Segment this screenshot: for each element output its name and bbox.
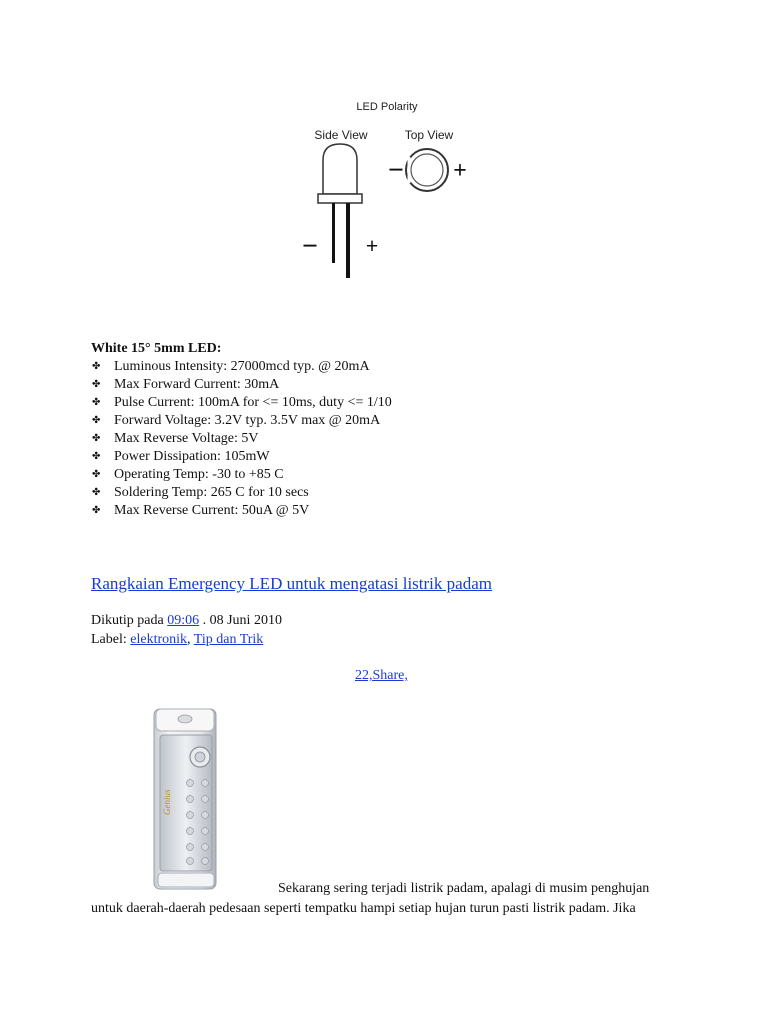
- label-separator: ,: [187, 632, 194, 647]
- list-item: [91, 448, 392, 466]
- bullet-icon: ✤: [92, 361, 101, 372]
- label-link-elektronik[interactable]: elektronik: [130, 632, 188, 647]
- post-labels-line: [91, 632, 263, 648]
- spec-text: Power Dissipation: 105mW: [114, 449, 270, 464]
- spec-text: Max Reverse Current: 50uA @ 5V: [114, 503, 310, 518]
- spec-text: Forward Voltage: 3.2V typ. 3.5V max @ 20mA: [114, 413, 381, 428]
- top-view-label: Top View: [404, 128, 454, 142]
- cathode-minus-sign: −: [302, 231, 318, 262]
- post-time-link[interactable]: 09:06: [167, 613, 200, 628]
- post-date-line: [91, 613, 282, 629]
- spec-text: Luminous Intensity: 27000mcd typ. @ 20mA: [114, 359, 370, 374]
- list-item: [91, 394, 392, 412]
- spec-text: Max Forward Current: 30mA: [114, 377, 280, 392]
- bullet-icon: ✤: [92, 415, 101, 426]
- spec-text: Soldering Temp: 265 C for 10 secs: [114, 485, 309, 500]
- led-side-view: [318, 144, 362, 278]
- spec-text: Operating Temp: -30 to +85 C: [114, 467, 284, 482]
- spec-text: Max Reverse Voltage: 5V: [114, 431, 259, 446]
- diagram-title: LED Polarity: [356, 101, 418, 113]
- led-polarity-diagram: [290, 92, 500, 292]
- list-item: [91, 484, 392, 502]
- led-top-view: [406, 149, 448, 191]
- paragraph-line-1: Sekarang sering terjadi listrik padam, apalagi di musim penghujan: [278, 881, 650, 896]
- bullet-icon: ✤: [92, 379, 101, 390]
- bullet-icon: ✤: [92, 397, 101, 408]
- anode-plus-sign: +: [365, 233, 379, 258]
- quoted-prefix: Dikutip pada: [91, 613, 168, 628]
- emergency-lamp-image: [152, 705, 220, 893]
- list-item: [91, 376, 392, 394]
- label-prefix: Label:: [91, 632, 131, 647]
- side-view-label: Side View: [314, 128, 368, 142]
- list-item: [91, 412, 392, 430]
- top-plus-sign: +: [453, 158, 467, 184]
- bullet-icon: ✤: [92, 505, 101, 516]
- share-line: [355, 668, 408, 684]
- spec-text: Pulse Current: 100mA for <= 10ms, duty <= 1/10: [114, 395, 392, 410]
- bullet-icon: ✤: [92, 433, 101, 444]
- share-link[interactable]: 22,Share,: [355, 668, 408, 683]
- spec-title: White 15° 5mm LED:: [91, 341, 222, 356]
- list-item: [91, 430, 392, 448]
- paragraph-line-2: untuk daerah-daerah pedesaan seperti tempatku hampi setiap hujan turun pasti listrik padam. Jika: [91, 901, 636, 916]
- bullet-icon: ✤: [92, 487, 101, 498]
- post-title-link[interactable]: Rangkaian Emergency LED untuk mengatasi listrik padam: [91, 574, 492, 593]
- list-item: [91, 466, 392, 484]
- post-date: . 08 Juni 2010: [199, 613, 282, 628]
- spec-list: [91, 358, 392, 520]
- list-item: [91, 358, 392, 376]
- bullet-icon: ✤: [92, 469, 101, 480]
- label-link-tip-dan-trik[interactable]: Tip dan Trik: [193, 632, 264, 647]
- lamp-brand-logo: Genius: [162, 789, 172, 815]
- bullet-icon: ✤: [92, 451, 101, 462]
- top-minus-sign: −: [388, 155, 404, 186]
- list-item: [91, 502, 392, 520]
